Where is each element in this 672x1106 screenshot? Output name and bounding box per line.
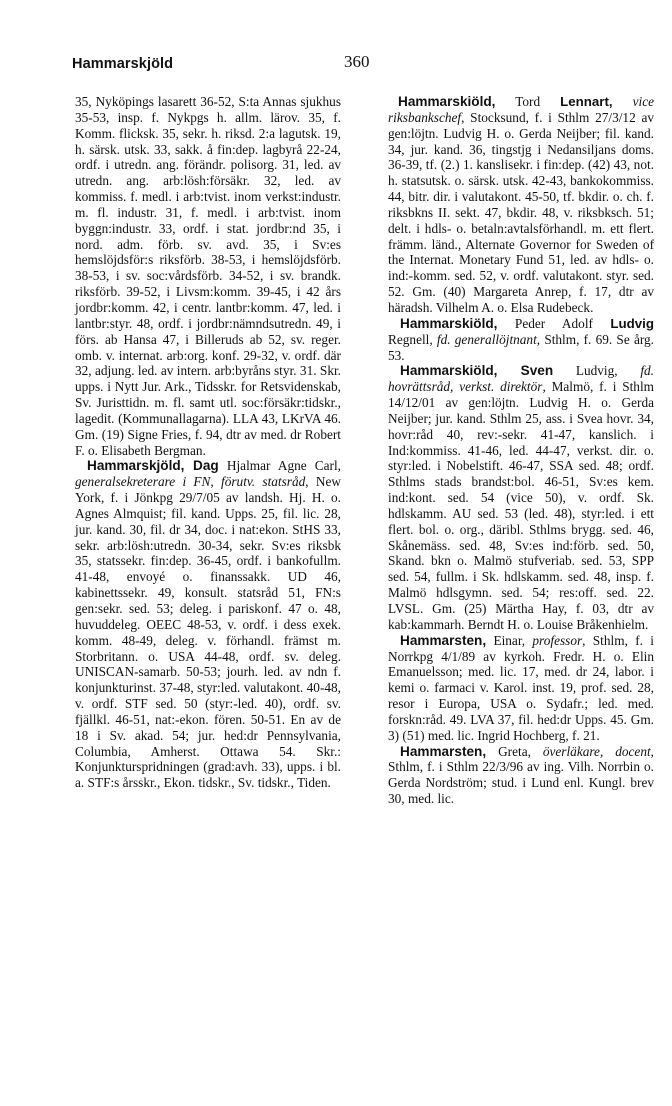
entry-tord-hammarskiold <box>388 94 654 316</box>
entry-greta-hammarsten <box>388 744 654 807</box>
entry-body: , New York, f. i Jönkpg 29/7/05 av landsh. Hj. H. o. Agnes Almquist; fil. kand. Upps. 25, fil. lic. 28, jur. kand. 30, fil. dr 34, doc. i nat:ekon. StHS 33, sekr. arb:lösh:utredn. 30-34, sekr. Sv:es riksbk 35, statssekr. fin:dep. 36-45, ordf. i bankofullm. 41-48, envoyé o. finanssakk. UD 46, kabinettssekr. 49, konsult. statsråd 51, FN:s gen:sekr. sed. 53; deleg. i pariskonf. 47 o. 48, huvuddeleg. OEEC 48-53, v. ordf. i dess exek. komm. 48-49, deleg. v. förhandl. främst m. Storbritann. o. USA 44-48, ordf. sv. deleg. UNISCAN-samarb. 50-53; jourh. led. av ndn f. konjunkturinst. 37-48, styr:led. valutakont. 40-48, v. ordf. STF sed. 50 (styr:-led. 40), ordf. sv. fjällkl. 46-51, nat:-ekon. fören. 50-51. En av de 18 i Sv. akad. 54; jur. hed:dr Pennsylvania, Columbia, Amherst. Ottawa 54. Skr.: Konjunkturspridningen (grad:avh. 33), upps. i bl. a. STF:s årsskr., Ekon. tidskr., Sv. tidskr., Tiden. <box>75 474 341 791</box>
left-column <box>75 94 341 791</box>
entry-headword: Hammarskiöld, <box>400 315 498 331</box>
entry-headword: Hammarskiöld, <box>398 94 496 109</box>
entry-body: , Stocksund, f. i Sthlm 27/3/12 av gen:löjtn. Ludvig H. o. Gerda Neijber; fil. kand. 34, jur. kand. 36, tingstjg i Nedansiljans doms. 36-39, tf. (2.) 1. kanslisekr. i fin:dep. (42) 43, not. h. statsutsk. o. särsk. utsk. 42-43, bankokommiss. 44, bitr. dir. i valutakont. 45-50, tf. bkdir. o. ch. f. riksbkns II. sekt. 47, bkdir. 48, v. riksbksch. 51; delt. i hdls- o. betaln:avtalsförhandl. m. ett flert. främm. länd., Alternate Governor for Sweden of the Internat. Monetary Fund 51, led. av hdls- o. ind:-komm. sed. 52, v. ordf. valutakont. styr. sed. 52. Gm. (40) Margareta Anrep, f. 17, dtr av häradsh. Vilhelm A. o. Elsa Rudebeck. <box>388 109 654 315</box>
entry-given-names-after: Regnell, <box>388 331 437 347</box>
entry-title: överläkare, docent <box>542 743 651 759</box>
entry-headword: Hammarskjöld, Dag <box>87 458 219 474</box>
entry-title: fd. generallöjtnant <box>436 331 537 347</box>
page-number: 360 <box>344 52 370 71</box>
entry-headword: Hammarskiöld, Sven <box>400 363 554 379</box>
entry-given-names: Peder Adolf <box>497 315 611 331</box>
running-head: Hammarskjöld <box>72 56 174 72</box>
entry-body: , Malmö, f. i Sthlm 14/12/01 av gen:löjtn. Ludvig H. o. Gerda Neijber; jur. kand. Sthlm 25, ass. i Svea hovr. 34, hovr:råd 40, rev:-sekr. 41-47, kanslich. i Ind:kommiss. 41-46, led. 44-47, verkst. dir. o. styr:led. i Nobelstift. 46-47, SSA sed. 48; ordf. Sthlms stads brandst:bol. 46-51, Sv:es kem. ind:kont. sed. 54 (vice 50), v. ordf. Sk. hdlskamm. AU sed. 53 (led. 48), styr:led. i ett flert. bol. o. org., däribl. Sthlms brygg. sed. 46, Skånemäss. sed. 48, Sv:es ind:förb. sed. 50, Skand. bkn o. Malmö stufveriab. sed. 53, SPP sed. 54, fullm. i Sk. hdlskamm. sed. 48, insp. f. Malmö hdlsgymn. sed. 54; res:off. sed. 22. LVSL. Gm. (25) Märtha Hay, f. 03, dtr av kab:kammarh. Berndt H. o. Louise Bråkenhielm. <box>388 379 654 632</box>
entry-body: , Sthlm, f. 69. Se årg. 53. <box>388 331 654 363</box>
entry-body: , Sthlm, f. i Sthlm 22/3/96 av ing. Vilh. Norrbin o. Gerda Nordström; stud. i Lund enl. Kungl. brev 30, med. lic. <box>388 743 654 807</box>
entry-peder-hammarskiold <box>388 316 654 364</box>
entry-continuation <box>75 94 341 458</box>
entry-given-names: Einar, <box>486 632 533 648</box>
entry-given-names: Tord <box>495 94 561 109</box>
entry-title: professor <box>532 632 583 648</box>
entry-title: generalsekreterare i FN, förutv. statsråd <box>75 474 306 490</box>
entry-dag-hammarskjold <box>75 458 341 791</box>
entry-headword: Hammarsten, <box>400 743 487 759</box>
entry-given-bold: Lennart, <box>560 94 613 109</box>
entry-given-bold: Ludvig <box>610 315 654 331</box>
entry-continuation-text: 35, Nyköpings lasarett 36-52, S:ta Annas sjukhus 35-53, insp. f. Nykpgs h. allm. lärov. 35, f. Komm. flicksk. 35, sekr. h. riksd. 2:a lagutsk. 19, h. särsk. utsk. 33, sakk. å fin:dep. lagbyrå 22-24, ordf. i utredn. ang. förändr. polisorg. 31, led. av utredn. ang. arb:lösh:försäkr. 32, led. av kommiss. f. medl. i arb:tvist. inom verkst:industr. m. fl. industr. 31, f. medl. i arb:tvist. inom byggn:industr. 33, ordf. i stat. jordbr:nd 35, i nord. adm. förb. sv. avd. 35, i Sv:es hemslöjdsför:s riksförb. 38-53, i hemslöjdsförb. 38-53, i sv. soc:vårdsförb. 34-52, i sv. brandk. riksförb. 39-52, i Livsm:komm. 39-45, i 42 års jordbr:komm. 42, i centr. lantbr:komm. 47, led. i lantbr:styr. 48, ordf. i jordbr:nämndsutredn. 49, i förs. ab Hansa 47, i Billeruds ab 52, sv. reger. omb. v. internat. arb:org. konf. 29-32, v. ordf. där 32, adjung. led. av intern. arb:byråns styr. 31. Skr. upps. i Nytt Jur. Ark., Tidsskr. for Retsvidenskab, Sv. Juristtidn. m. fl. samt utl. soc:försäkr:tidskr., lagedit. (Kommunallagarna). LLA 43, LKrVA 46. Gm. (19) Signe Fries, f. 94, dtr av med. dr Robert F. o. Elisabeth Bergman. <box>75 94 341 458</box>
entry-sven-hammarskiold <box>388 363 654 632</box>
entry-einar-hammarsten <box>388 633 654 744</box>
entry-title: fd. hovrättsråd, verkst. direktör <box>388 363 654 395</box>
entry-given-names: Ludvig, <box>553 363 641 379</box>
right-column <box>388 94 654 807</box>
entry-body: , Sthlm, f. i Norrkpg 4/1/89 av kyrkoh. Fredr. H. o. Elin Emanuelsson; med. lic. 17, med. dr 24, labor. i kemi o. farmaci v. Karol. inst. 19, prof. sed. 28, resor i Europa, USA o. Sydafr.; led. med. forskn:råd. 49. LVA 37, fil. hed:dr Upps. 45. Gm. 3) (51) med. lic. Ingrid Hochberg, f. 21. <box>388 632 654 743</box>
entry-headword: Hammarsten, <box>400 632 487 648</box>
entry-given-names: Hjalmar Agne Carl, <box>218 458 341 474</box>
entry-given-names: Greta, <box>486 743 543 759</box>
entry-title: vice riksbankschef <box>388 94 655 125</box>
